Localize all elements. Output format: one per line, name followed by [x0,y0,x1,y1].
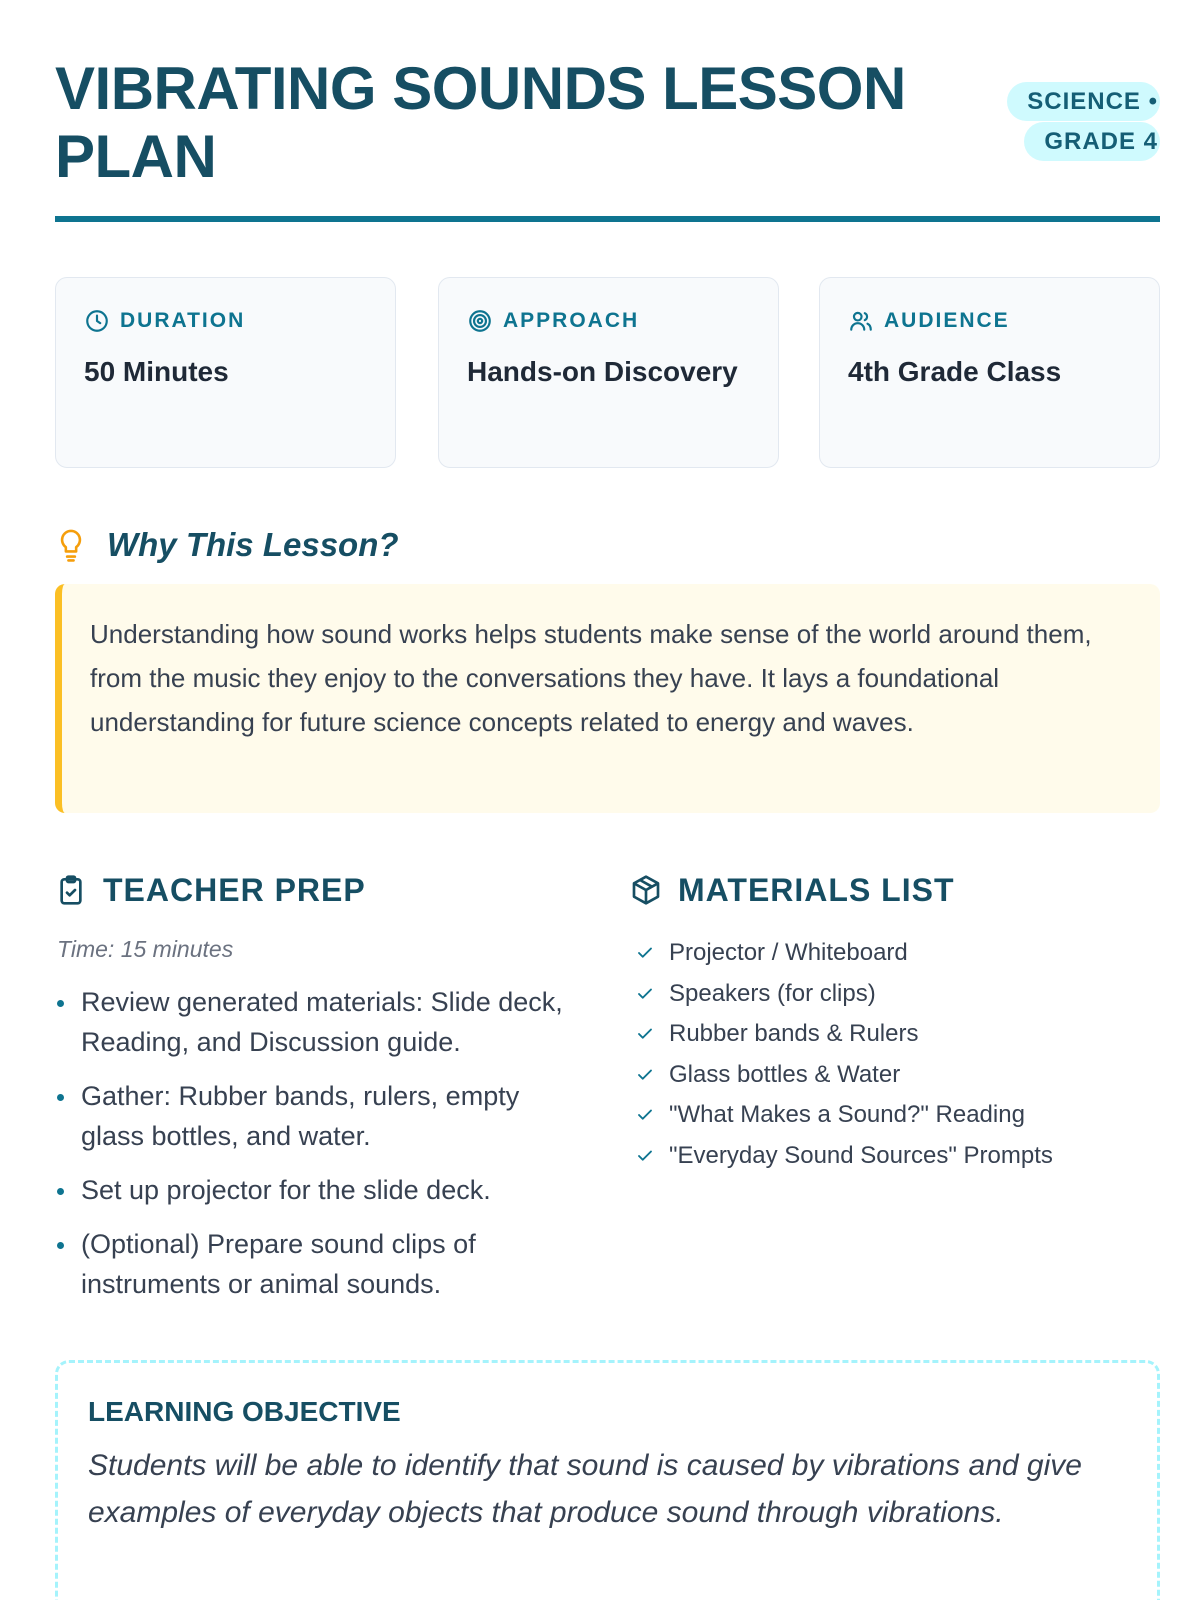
check-icon [636,1066,654,1084]
package-icon [630,874,662,906]
lesson-header [55,55,1160,223]
material-item [636,974,1156,1015]
teacher-prep-heading: TEACHER PREP [103,871,366,908]
prep-item: Gather: Rubber bands, rulers, empty glass bottles, and water. [57,1076,577,1156]
material-item [636,1095,1156,1136]
prep-item: Set up projector for the slide deck. [57,1170,577,1210]
material-item-label: "Everyday Sound Sources" Prompts [669,1141,1053,1169]
why-heading-row [55,525,399,565]
material-item [636,1055,1156,1096]
objective-heading: LEARNING OBJECTIVE [88,1396,401,1427]
users-icon [848,308,874,334]
target-icon [467,308,493,334]
prep-item: (Optional) Prepare sound clips of instruments or animal sounds. [57,1224,577,1304]
approach-card [438,277,779,468]
approach-value: Hands-on Discovery [467,356,738,387]
material-item-label: Glass bottles & Water [669,1060,901,1088]
learning-objective-box [55,1360,1160,1600]
clock-icon [84,308,110,334]
badge-text: SCIENCE • GRADE 4 [1007,82,1160,161]
clipboard-check-icon [55,874,87,906]
audience-card [819,277,1160,468]
material-item-label: Rubber bands & Rulers [669,1020,919,1048]
duration-card [55,277,396,468]
check-icon [636,944,654,962]
prep-time: Time: 15 minutes [57,936,234,962]
subject-grade-badge [915,82,1160,162]
prep-item: Review generated materials: Slide deck, Reading, and Discussion guide. [57,982,577,1062]
audience-value: 4th Grade Class [848,356,1062,387]
material-item-label: Projector / Whiteboard [669,939,908,967]
audience-label-row [848,306,1010,336]
teacher-prep-heading-row [55,870,366,910]
material-item [636,1136,1156,1177]
duration-value: 50 Minutes [84,356,229,387]
why-callout: Understanding how sound works helps students make sense of the world around them, from the music they enjoy to the conversations they have. It lays a foundational understanding for future science concepts related to energy and waves. [55,584,1160,813]
material-item-label: "What Makes a Sound?" Reading [669,1101,1025,1129]
audience-label: AUDIENCE [884,309,1010,332]
why-heading: Why This Lesson? [107,526,399,563]
header-divider [55,216,1160,222]
materials-heading: MATERIALS LIST [678,871,955,908]
material-item-label: Speakers (for clips) [669,979,876,1007]
check-icon [636,1025,654,1043]
prep-list [57,982,577,1318]
check-icon [636,1147,654,1165]
approach-label: APPROACH [503,309,640,332]
check-icon [636,1106,654,1124]
materials-heading-row [630,870,955,910]
material-item [636,1014,1156,1055]
page-title: VIBRATING SOUNDS LESSON PLAN [55,55,906,190]
materials-list [636,933,1156,1176]
check-icon [636,985,654,1003]
material-item [636,933,1156,974]
lightbulb-icon [55,527,87,563]
duration-label-row [84,306,245,336]
duration-label: DURATION [120,309,246,332]
objective-text: Students will be able to identify that sound is caused by vibrations and give examples of everyday objects that produce sound through vibrations. [88,1449,1082,1529]
approach-label-row [467,306,639,336]
